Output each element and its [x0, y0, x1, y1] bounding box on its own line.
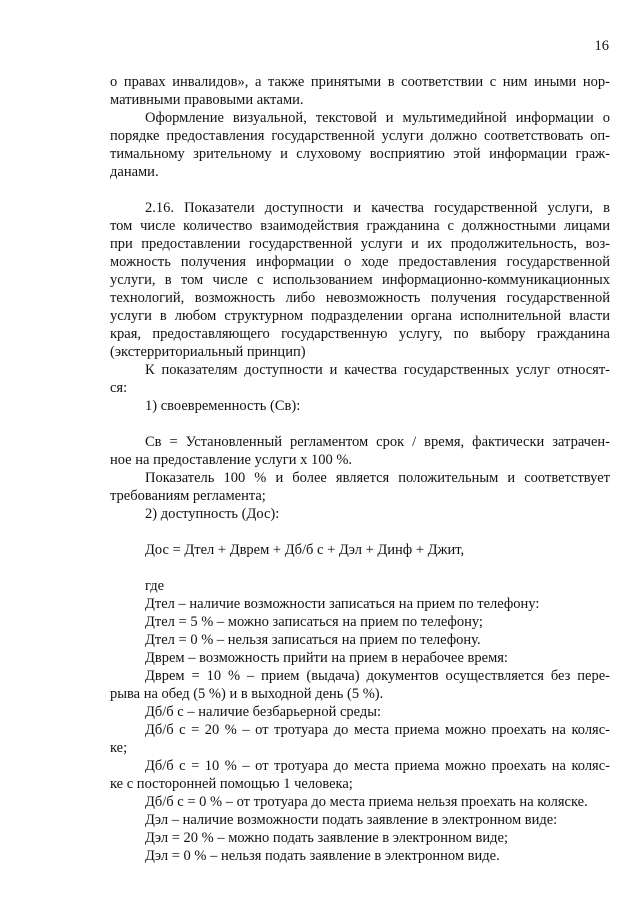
- paragraph-spacer: [110, 181, 610, 199]
- paragraph: [110, 397, 610, 415]
- text-line: 1) своевременность (Св):: [145, 398, 301, 414]
- text-line: края, предоставляющего государственную услугу, по выбору гражданина: [110, 326, 610, 342]
- text-line: Дб/б с = 0 % – от тротуара до места приема нельзя проехать на коляске.: [145, 794, 588, 810]
- text-line: ке с посторонней помощью 1 человека;: [110, 776, 353, 792]
- text-line: рыва на обед (5 %) и в выходной день (5 %).: [110, 686, 384, 702]
- text-line: мативными правовыми актами.: [110, 92, 304, 108]
- text-line: Оформление визуальной, текстовой и мультимедийной информации о: [145, 110, 610, 126]
- text-line: Дос = Дтел + Дврем + Дб/б с + Дэл + Динф + Джит,: [145, 542, 465, 558]
- paragraph-spacer: [110, 559, 610, 577]
- text-line: технологий, возможность либо невозможность получения государственной: [110, 290, 610, 306]
- text-line: 2) доступность (Дос):: [145, 506, 280, 522]
- text-line: данами.: [110, 164, 159, 180]
- text-line: Дтел – наличие возможности записаться на прием по телефону:: [145, 596, 540, 612]
- text-line: услуги, в том числе с использованием информационно-коммуникационных: [110, 272, 610, 288]
- text-line: можность получения информации о ходе предоставления государственной: [110, 254, 610, 270]
- paragraph-spacer: [110, 415, 610, 433]
- text-line: К показателям доступности и качества государственных услуг относят-: [145, 362, 610, 378]
- text-line: Дб/б с – наличие безбарьерной среды:: [145, 704, 382, 720]
- text-line: Дврем = 10 % – прием (выдача) документов осуществляется без пере-: [145, 668, 610, 684]
- document-body: [110, 73, 610, 865]
- text-line: ное на предоставление услуги x 100 %.: [110, 452, 353, 468]
- paragraph-spacer: [110, 523, 610, 541]
- text-line: Дэл = 0 % – нельзя подать заявление в электронном виде.: [145, 848, 500, 864]
- text-line: о правах инвалидов», а также принятыми в соответствии с ним иными нор-: [110, 74, 610, 90]
- text-line: том числе количество взаимодействия гражданина с должностными лицами: [110, 218, 610, 234]
- paragraph: [110, 433, 610, 469]
- paragraph: [110, 361, 610, 397]
- text-line: Дб/б с = 10 % – от тротуара до места приема можно проехать на коляс-: [145, 758, 610, 774]
- text-line: ся:: [110, 380, 128, 396]
- text-line: Дтел = 0 % – нельзя записаться на прием по телефону.: [145, 632, 481, 648]
- paragraph: [110, 469, 610, 505]
- paragraph: [110, 109, 610, 181]
- text-line: 2.16. Показатели доступности и качества государственной услуги, в: [145, 200, 610, 216]
- text-line: требованиям регламента;: [110, 488, 266, 504]
- paragraph: [110, 73, 610, 109]
- page-number: 16: [594, 38, 609, 54]
- text-line: ке;: [110, 740, 128, 756]
- text-line: порядке предоставления государственной услуги должно соответствовать оп-: [110, 128, 610, 144]
- text-line: где: [145, 578, 165, 594]
- text-line: Показатель 100 % и более является положительным и соответствует: [145, 470, 610, 486]
- text-line: Дэл = 20 % – можно подать заявление в электронном виде;: [145, 830, 508, 846]
- text-line: при предоставлении государственной услуги и их продолжительность, воз-: [110, 236, 610, 252]
- text-line: Дэл – наличие возможности подать заявление в электронном виде:: [145, 812, 558, 828]
- text-line: Св = Установленный регламентом срок / время, фактически затрачен-: [145, 434, 610, 450]
- paragraph: [110, 541, 610, 559]
- text-line: Дврем – возможность прийти на прием в нерабочее время:: [145, 650, 508, 666]
- text-line: тимальному зрительному и слуховому восприятию этой информации граж-: [110, 146, 610, 162]
- paragraph: [110, 199, 610, 361]
- text-line: Дтел = 5 % – можно записаться на прием по телефону;: [145, 614, 483, 630]
- paragraph: [110, 577, 610, 865]
- text-line: Дб/б с = 20 % – от тротуара до места приема можно проехать на коляс-: [145, 722, 610, 738]
- paragraph: [110, 505, 610, 523]
- text-line: услуги в любом структурном подразделении органа исполнительной власти: [110, 308, 610, 324]
- text-line: (экстерриториальный принцип): [110, 344, 306, 360]
